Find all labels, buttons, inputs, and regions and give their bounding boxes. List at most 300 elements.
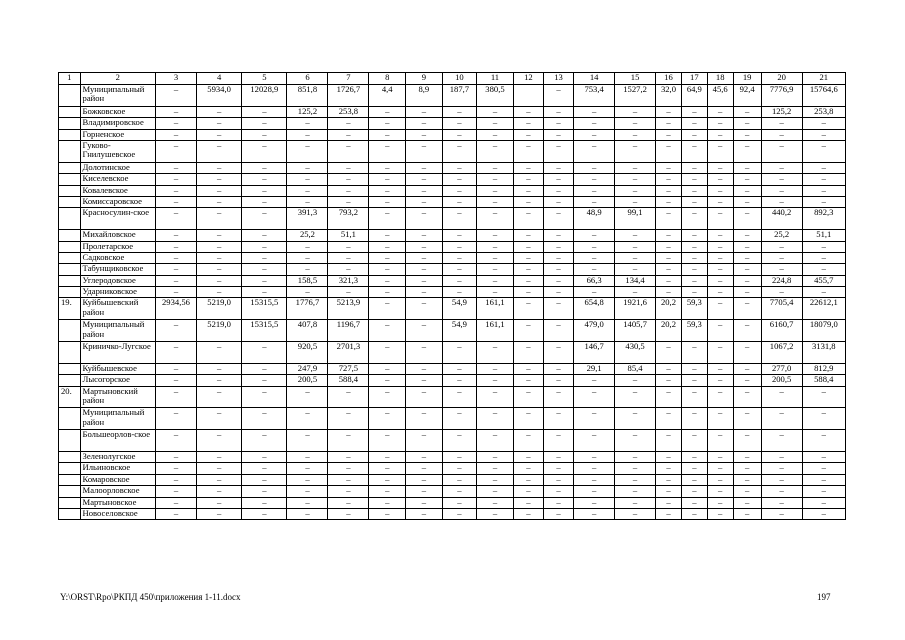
table-row [59, 408, 846, 430]
value-cell: 32,0 [656, 85, 682, 107]
value-cell: – [477, 241, 514, 252]
value-cell: – [442, 287, 476, 298]
value-cell: – [442, 408, 476, 430]
header-cell: 13 [543, 73, 573, 85]
value-cell: – [328, 497, 369, 508]
value-cell: – [196, 230, 241, 241]
value-cell: – [802, 430, 845, 452]
value-cell: – [369, 140, 406, 162]
value-cell: – [543, 275, 573, 286]
value-cell: – [287, 162, 328, 173]
value-cell: – [196, 287, 241, 298]
value-cell: – [574, 264, 615, 275]
value-cell: – [574, 375, 615, 386]
value-cell: – [477, 196, 514, 207]
value-cell: – [442, 463, 476, 474]
header-cell: 18 [707, 73, 733, 85]
value-cell: – [242, 230, 287, 241]
row-number-cell [59, 287, 81, 298]
table-row [59, 264, 846, 275]
value-cell: 99,1 [615, 208, 656, 230]
value-cell: – [477, 140, 514, 162]
value-cell: – [328, 463, 369, 474]
value-cell: – [615, 408, 656, 430]
value-cell: – [513, 129, 543, 140]
value-cell: – [513, 118, 543, 129]
value-cell: – [761, 430, 802, 452]
value-cell: 253,8 [802, 106, 845, 117]
value-cell: – [513, 298, 543, 320]
table-row [59, 118, 846, 129]
value-cell: – [156, 264, 197, 275]
table-row [59, 162, 846, 173]
value-cell: – [196, 375, 241, 386]
header-cell: 3 [156, 73, 197, 85]
row-number-cell [59, 185, 81, 196]
value-cell: – [477, 375, 514, 386]
table-row [59, 106, 846, 117]
row-number-cell [59, 196, 81, 207]
value-cell: – [802, 252, 845, 263]
value-cell: – [328, 408, 369, 430]
value-cell: – [733, 230, 761, 241]
value-cell: – [406, 386, 443, 408]
value-cell: – [477, 129, 514, 140]
value-cell: – [369, 474, 406, 485]
value-cell: – [656, 118, 682, 129]
header-cell: 21 [802, 73, 845, 85]
value-cell: – [761, 241, 802, 252]
value-cell: – [707, 208, 733, 230]
value-cell: – [442, 252, 476, 263]
value-cell: – [406, 486, 443, 497]
value-cell: – [442, 275, 476, 286]
value-cell: – [733, 275, 761, 286]
value-cell: – [328, 118, 369, 129]
table-row [59, 342, 846, 364]
value-cell: – [328, 252, 369, 263]
value-cell: – [156, 140, 197, 162]
value-cell: – [442, 342, 476, 364]
value-cell: – [574, 463, 615, 474]
value-cell: – [156, 241, 197, 252]
value-cell: – [156, 85, 197, 107]
value-cell: – [802, 508, 845, 519]
value-cell: – [615, 162, 656, 173]
value-cell: – [656, 196, 682, 207]
row-name-cell: Криничко-Лугское [80, 342, 155, 364]
value-cell: – [513, 230, 543, 241]
value-cell: – [761, 486, 802, 497]
value-cell: – [442, 208, 476, 230]
row-name-cell: Гуково-Гнилушевское [80, 140, 155, 162]
value-cell: – [196, 363, 241, 374]
row-name-cell: Ковалевское [80, 185, 155, 196]
value-cell: – [733, 463, 761, 474]
value-cell: 1921,6 [615, 298, 656, 320]
value-cell: – [656, 486, 682, 497]
value-cell: – [656, 174, 682, 185]
value-cell: – [761, 174, 802, 185]
footer-file-path: Y:\ORST\Rpo\РКПД 450\приложения 1-11.docx [60, 592, 241, 602]
value-cell: – [477, 162, 514, 173]
value-cell: – [681, 375, 707, 386]
value-cell: – [656, 230, 682, 241]
header-cell: 17 [681, 73, 707, 85]
value-cell: – [513, 252, 543, 263]
table-row [59, 287, 846, 298]
value-cell: – [733, 118, 761, 129]
value-cell: – [681, 174, 707, 185]
value-cell: – [615, 106, 656, 117]
value-cell: – [156, 230, 197, 241]
value-cell: – [543, 298, 573, 320]
row-name-cell: Комаровское [80, 474, 155, 485]
value-cell: – [406, 264, 443, 275]
table-row [59, 474, 846, 485]
value-cell: – [242, 118, 287, 129]
value-cell: – [513, 386, 543, 408]
value-cell: – [543, 174, 573, 185]
value-cell: – [543, 363, 573, 374]
value-cell: 1196,7 [328, 320, 369, 342]
value-cell: – [513, 463, 543, 474]
value-cell: – [656, 375, 682, 386]
value-cell: – [287, 185, 328, 196]
value-cell: – [761, 452, 802, 463]
value-cell: – [574, 430, 615, 452]
value-cell: – [574, 196, 615, 207]
value-cell: – [656, 386, 682, 408]
value-cell: – [369, 162, 406, 173]
value-cell: – [543, 287, 573, 298]
value-cell: – [328, 430, 369, 452]
value-cell: – [681, 474, 707, 485]
value-cell: – [761, 386, 802, 408]
value-cell: – [242, 208, 287, 230]
value-cell: – [681, 208, 707, 230]
value-cell: – [681, 463, 707, 474]
value-cell: – [543, 342, 573, 364]
value-cell: – [543, 118, 573, 129]
value-cell: – [681, 118, 707, 129]
table-row [59, 497, 846, 508]
value-cell: – [328, 185, 369, 196]
value-cell: – [477, 118, 514, 129]
value-cell: 20,2 [656, 320, 682, 342]
value-cell: – [733, 386, 761, 408]
row-name-cell: Большеорлов-ское [80, 430, 155, 452]
table-row [59, 430, 846, 452]
value-cell: – [369, 452, 406, 463]
value-cell: – [733, 208, 761, 230]
value-cell: – [513, 287, 543, 298]
row-number-cell [59, 508, 81, 519]
value-cell: – [442, 185, 476, 196]
row-number-cell [59, 129, 81, 140]
value-cell: – [733, 264, 761, 275]
value-cell: – [615, 508, 656, 519]
value-cell: 1067,2 [761, 342, 802, 364]
value-cell: – [615, 129, 656, 140]
value-cell: – [196, 486, 241, 497]
value-cell: – [707, 408, 733, 430]
value-cell: – [406, 508, 443, 519]
value-cell: – [242, 408, 287, 430]
value-cell: – [543, 386, 573, 408]
value-cell: – [615, 185, 656, 196]
header-cell: 19 [733, 73, 761, 85]
value-cell: – [242, 264, 287, 275]
value-cell: – [369, 196, 406, 207]
value-cell: – [369, 463, 406, 474]
value-cell: – [196, 196, 241, 207]
row-name-cell: Зеленолугское [80, 452, 155, 463]
value-cell: 125,2 [287, 106, 328, 117]
value-cell: – [369, 430, 406, 452]
value-cell: – [442, 174, 476, 185]
value-cell: – [369, 342, 406, 364]
value-cell: – [681, 106, 707, 117]
value-cell: – [543, 320, 573, 342]
value-cell: – [242, 174, 287, 185]
value-cell: – [802, 118, 845, 129]
value-cell: – [656, 342, 682, 364]
header-cell: 6 [287, 73, 328, 85]
value-cell: – [543, 140, 573, 162]
value-cell: – [287, 241, 328, 252]
value-cell: – [615, 264, 656, 275]
table-row [59, 174, 846, 185]
value-cell: – [574, 508, 615, 519]
value-cell: – [242, 185, 287, 196]
value-cell: 51,1 [328, 230, 369, 241]
row-number-cell [59, 241, 81, 252]
row-name-cell: Владимировское [80, 118, 155, 129]
value-cell: 161,1 [477, 298, 514, 320]
row-number-cell [59, 408, 81, 430]
row-number-cell [59, 486, 81, 497]
value-cell: – [733, 508, 761, 519]
value-cell: – [733, 375, 761, 386]
value-cell: 20,2 [656, 298, 682, 320]
header-cell: 10 [442, 73, 476, 85]
value-cell: – [196, 342, 241, 364]
value-cell: – [802, 174, 845, 185]
value-cell: – [574, 474, 615, 485]
value-cell: – [574, 287, 615, 298]
value-cell: – [242, 497, 287, 508]
value-cell: 479,0 [574, 320, 615, 342]
value-cell: – [242, 463, 287, 474]
row-number-cell: 20. [59, 386, 81, 408]
header-cell: 9 [406, 73, 443, 85]
value-cell: – [707, 196, 733, 207]
value-cell: – [733, 408, 761, 430]
value-cell: 430,5 [615, 342, 656, 364]
value-cell: – [369, 252, 406, 263]
value-cell: – [156, 486, 197, 497]
value-cell: 851,8 [287, 85, 328, 107]
value-cell: 1527,2 [615, 85, 656, 107]
value-cell: – [733, 287, 761, 298]
value-cell: – [156, 375, 197, 386]
value-cell: – [761, 287, 802, 298]
value-cell: – [802, 241, 845, 252]
table-row [59, 375, 846, 386]
value-cell: 85,4 [615, 363, 656, 374]
value-cell: – [733, 486, 761, 497]
value-cell: – [156, 408, 197, 430]
value-cell: – [156, 252, 197, 263]
value-cell: – [287, 463, 328, 474]
value-cell: – [543, 85, 573, 107]
value-cell: – [543, 452, 573, 463]
value-cell: – [802, 463, 845, 474]
value-cell: 1776,7 [287, 298, 328, 320]
value-cell: 18079,0 [802, 320, 845, 342]
value-cell: – [196, 140, 241, 162]
value-cell: – [707, 129, 733, 140]
value-cell: – [733, 129, 761, 140]
row-name-cell: Табунщиковское [80, 264, 155, 275]
header-cell: 7 [328, 73, 369, 85]
value-cell: – [477, 497, 514, 508]
value-cell: – [328, 140, 369, 162]
value-cell: – [615, 486, 656, 497]
value-cell: – [477, 342, 514, 364]
header-cell: 4 [196, 73, 241, 85]
value-cell: – [369, 363, 406, 374]
value-cell: 134,4 [615, 275, 656, 286]
value-cell: – [156, 497, 197, 508]
value-cell: – [242, 129, 287, 140]
value-cell: 45,6 [707, 85, 733, 107]
value-cell: 380,5 [477, 85, 514, 107]
value-cell: – [543, 375, 573, 386]
value-cell: – [761, 497, 802, 508]
value-cell: 753,4 [574, 85, 615, 107]
value-cell: – [707, 363, 733, 374]
value-cell: – [442, 430, 476, 452]
value-cell: 25,2 [761, 230, 802, 241]
value-cell: – [543, 508, 573, 519]
value-cell: – [406, 430, 443, 452]
value-cell: – [406, 298, 443, 320]
value-cell: – [513, 486, 543, 497]
value-cell: – [156, 342, 197, 364]
value-cell: – [733, 320, 761, 342]
value-cell: – [543, 430, 573, 452]
value-cell: – [328, 508, 369, 519]
row-number-cell [59, 342, 81, 364]
row-number-cell [59, 85, 81, 107]
value-cell: – [477, 287, 514, 298]
value-cell: – [369, 508, 406, 519]
value-cell: – [477, 174, 514, 185]
value-cell: – [615, 430, 656, 452]
value-cell: – [733, 342, 761, 364]
value-cell: – [477, 252, 514, 263]
value-cell: – [761, 408, 802, 430]
value-cell: – [733, 497, 761, 508]
value-cell: – [513, 162, 543, 173]
value-cell: – [615, 196, 656, 207]
value-cell: 29,1 [574, 363, 615, 374]
value-cell: – [513, 474, 543, 485]
value-cell: – [656, 275, 682, 286]
value-cell: – [681, 408, 707, 430]
value-cell: – [196, 252, 241, 263]
value-cell: – [242, 430, 287, 452]
value-cell: – [477, 208, 514, 230]
value-cell: – [242, 452, 287, 463]
value-cell: – [802, 497, 845, 508]
value-cell: – [196, 497, 241, 508]
row-name-cell: Михайловское [80, 230, 155, 241]
table-row [59, 363, 846, 374]
value-cell: – [406, 474, 443, 485]
value-cell: – [513, 375, 543, 386]
value-cell: – [369, 208, 406, 230]
table-row [59, 85, 846, 107]
value-cell: – [543, 497, 573, 508]
value-cell: – [406, 287, 443, 298]
value-cell: 12028,9 [242, 85, 287, 107]
value-cell: – [681, 264, 707, 275]
value-cell: – [196, 474, 241, 485]
value-cell: – [543, 230, 573, 241]
value-cell: – [802, 196, 845, 207]
value-cell: – [156, 363, 197, 374]
row-name-cell: Садковское [80, 252, 155, 263]
value-cell: – [477, 230, 514, 241]
value-cell: 5219,0 [196, 320, 241, 342]
table-row [59, 196, 846, 207]
value-cell: 200,5 [287, 375, 328, 386]
value-cell: – [615, 174, 656, 185]
value-cell: 158,5 [287, 275, 328, 286]
value-cell: – [287, 452, 328, 463]
value-cell: – [369, 320, 406, 342]
value-cell: – [242, 386, 287, 408]
value-cell: – [802, 408, 845, 430]
row-number-cell [59, 497, 81, 508]
value-cell: – [574, 140, 615, 162]
value-cell: – [656, 264, 682, 275]
value-cell: – [287, 129, 328, 140]
value-cell: – [242, 474, 287, 485]
row-number-cell [59, 375, 81, 386]
value-cell: – [513, 264, 543, 275]
value-cell: – [513, 196, 543, 207]
value-cell: – [513, 241, 543, 252]
row-number-cell [59, 463, 81, 474]
value-cell [513, 85, 543, 107]
value-cell: – [761, 196, 802, 207]
value-cell: – [656, 363, 682, 374]
value-cell: – [681, 342, 707, 364]
value-cell: – [513, 185, 543, 196]
value-cell: – [477, 275, 514, 286]
value-cell: – [196, 275, 241, 286]
value-cell: – [442, 474, 476, 485]
value-cell: – [707, 508, 733, 519]
value-cell: – [543, 241, 573, 252]
value-cell: 59,3 [681, 320, 707, 342]
value-cell: – [733, 185, 761, 196]
value-cell: 54,9 [442, 298, 476, 320]
